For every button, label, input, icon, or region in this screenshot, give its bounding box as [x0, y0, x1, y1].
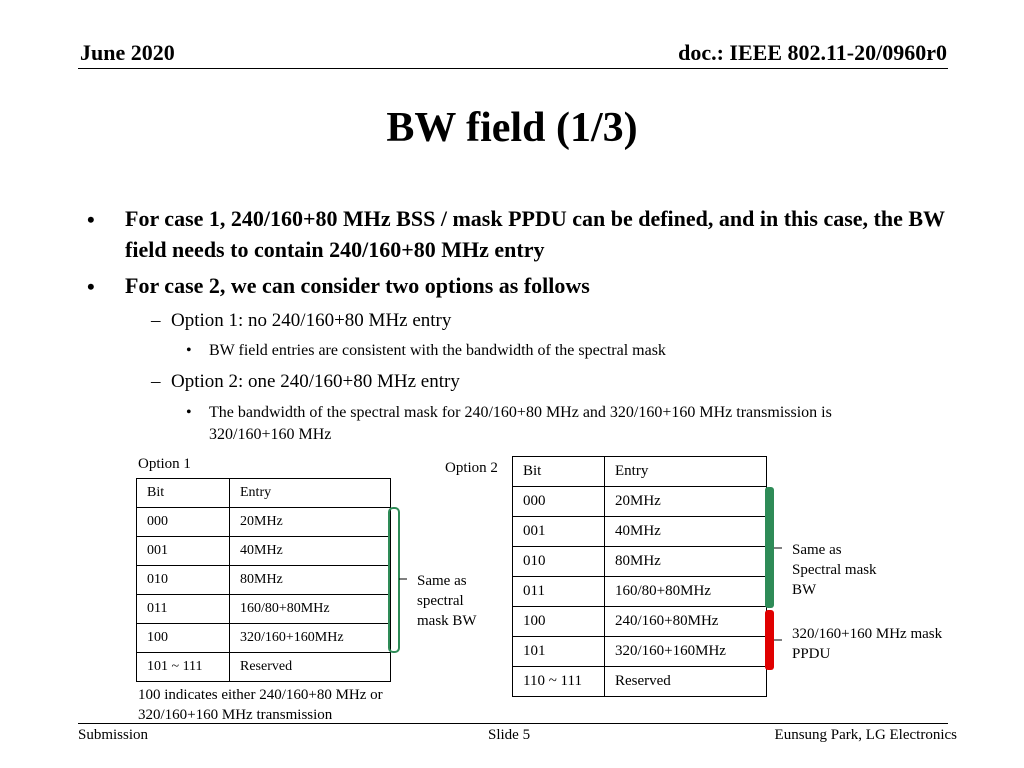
entry-cell: 160/80+80MHz [230, 595, 391, 624]
option1-note: 100 indicates either 240/160+80 MHz or 320/160+160 MHz transmission [138, 687, 383, 723]
table-row [513, 547, 767, 577]
bit-cell: Bit [513, 457, 605, 487]
footer-author: Eunsung Park, LG Electronics [774, 727, 957, 743]
table-header-row [137, 479, 391, 508]
option1-label: Option 1 [138, 456, 191, 472]
table-row [137, 537, 391, 566]
table-row [513, 577, 767, 607]
dash-marker: – [151, 371, 161, 392]
entry-cell: 20MHz [230, 508, 391, 537]
footer-slide-number: Slide 5 [488, 727, 531, 743]
bullet-marker: • [87, 274, 95, 299]
bit-cell: 100 [137, 624, 230, 653]
bullet-marker: • [186, 342, 192, 359]
option2-label: Option 2 [445, 460, 498, 476]
table-row [137, 595, 391, 624]
bit-cell: 011 [137, 595, 230, 624]
bit-cell: 000 [137, 508, 230, 537]
table-row [513, 487, 767, 517]
entry-cell: 320/160+160MHz [605, 637, 767, 667]
bit-cell: 100 [513, 607, 605, 637]
option1-bracket-label: Same as spectral mask BW [417, 573, 477, 629]
bullet-case2: For case 2, we can consider two options as follows [125, 273, 590, 298]
sub-sub-bullet-option1: BW field entries are consistent with the bandwidth of the spectral mask [209, 342, 666, 359]
entry-cell: Entry [605, 457, 767, 487]
entry-cell: 80MHz [230, 566, 391, 595]
option2-green-label: Same as Spectral mask BW [792, 542, 877, 598]
bit-cell: 001 [513, 517, 605, 547]
bullet-marker: • [87, 207, 95, 232]
entry-cell: 240/160+80MHz [605, 607, 767, 637]
table-row [513, 517, 767, 547]
slide-title: BW field (1/3) [386, 105, 638, 151]
table-row [513, 607, 767, 637]
table-row [137, 653, 391, 682]
option2-green-bracket [765, 487, 774, 608]
option2-brackets [762, 486, 782, 672]
entry-cell: 320/160+160MHz [230, 624, 391, 653]
footer-rule [78, 723, 948, 724]
bit-cell: 010 [137, 566, 230, 595]
bit-cell: 001 [137, 537, 230, 566]
entry-cell: 40MHz [230, 537, 391, 566]
header-date: June 2020 [80, 40, 175, 65]
sub-bullet-option1: Option 1: no 240/160+80 MHz entry [171, 310, 452, 331]
sub-bullet-option2: Option 2: one 240/160+80 MHz entry [171, 371, 460, 392]
table-row [137, 508, 391, 537]
bullet-marker: • [186, 404, 192, 421]
entry-cell: 20MHz [605, 487, 767, 517]
entry-cell: Reserved [230, 653, 391, 682]
table-row [137, 624, 391, 653]
bit-cell: 010 [513, 547, 605, 577]
bit-cell: 110 ~ 111 [513, 667, 605, 697]
bit-cell: Bit [137, 479, 230, 508]
table-header-row [513, 457, 767, 487]
bit-cell: 000 [513, 487, 605, 517]
footer-submission: Submission [78, 727, 149, 743]
entry-cell: Entry [230, 479, 391, 508]
option2-red-bracket [765, 610, 774, 670]
bullet-case1: For case 1, 240/160+80 MHz BSS / mask PPDU can be defined, and in this case, the BW field needs to contain 240/160+80 MHz entry [125, 206, 945, 262]
sub-sub-bullet-option2: The bandwidth of the spectral mask for 240/160+80 MHz and 320/160+160 MHz transmission is 320/160+160 MHz [209, 404, 832, 443]
option1-bracket-shape [389, 508, 399, 652]
option1-green-bracket [388, 507, 408, 653]
bit-cell: 101 [513, 637, 605, 667]
dash-marker: – [151, 310, 161, 331]
option2-table [512, 456, 767, 697]
table-row [513, 637, 767, 667]
entry-cell: 160/80+80MHz [605, 577, 767, 607]
header-rule [78, 68, 948, 69]
entry-cell: 40MHz [605, 517, 767, 547]
entry-cell: 80MHz [605, 547, 767, 577]
bit-cell: 101 ~ 111 [137, 653, 230, 682]
header-doc-id: doc.: IEEE 802.11-20/0960r0 [678, 40, 947, 65]
option2-red-label: 320/160+160 MHz mask PPDU [792, 626, 943, 662]
entry-cell: Reserved [605, 667, 767, 697]
option1-table [136, 478, 391, 682]
table-row [137, 566, 391, 595]
bit-cell: 011 [513, 577, 605, 607]
table-row [513, 667, 767, 697]
